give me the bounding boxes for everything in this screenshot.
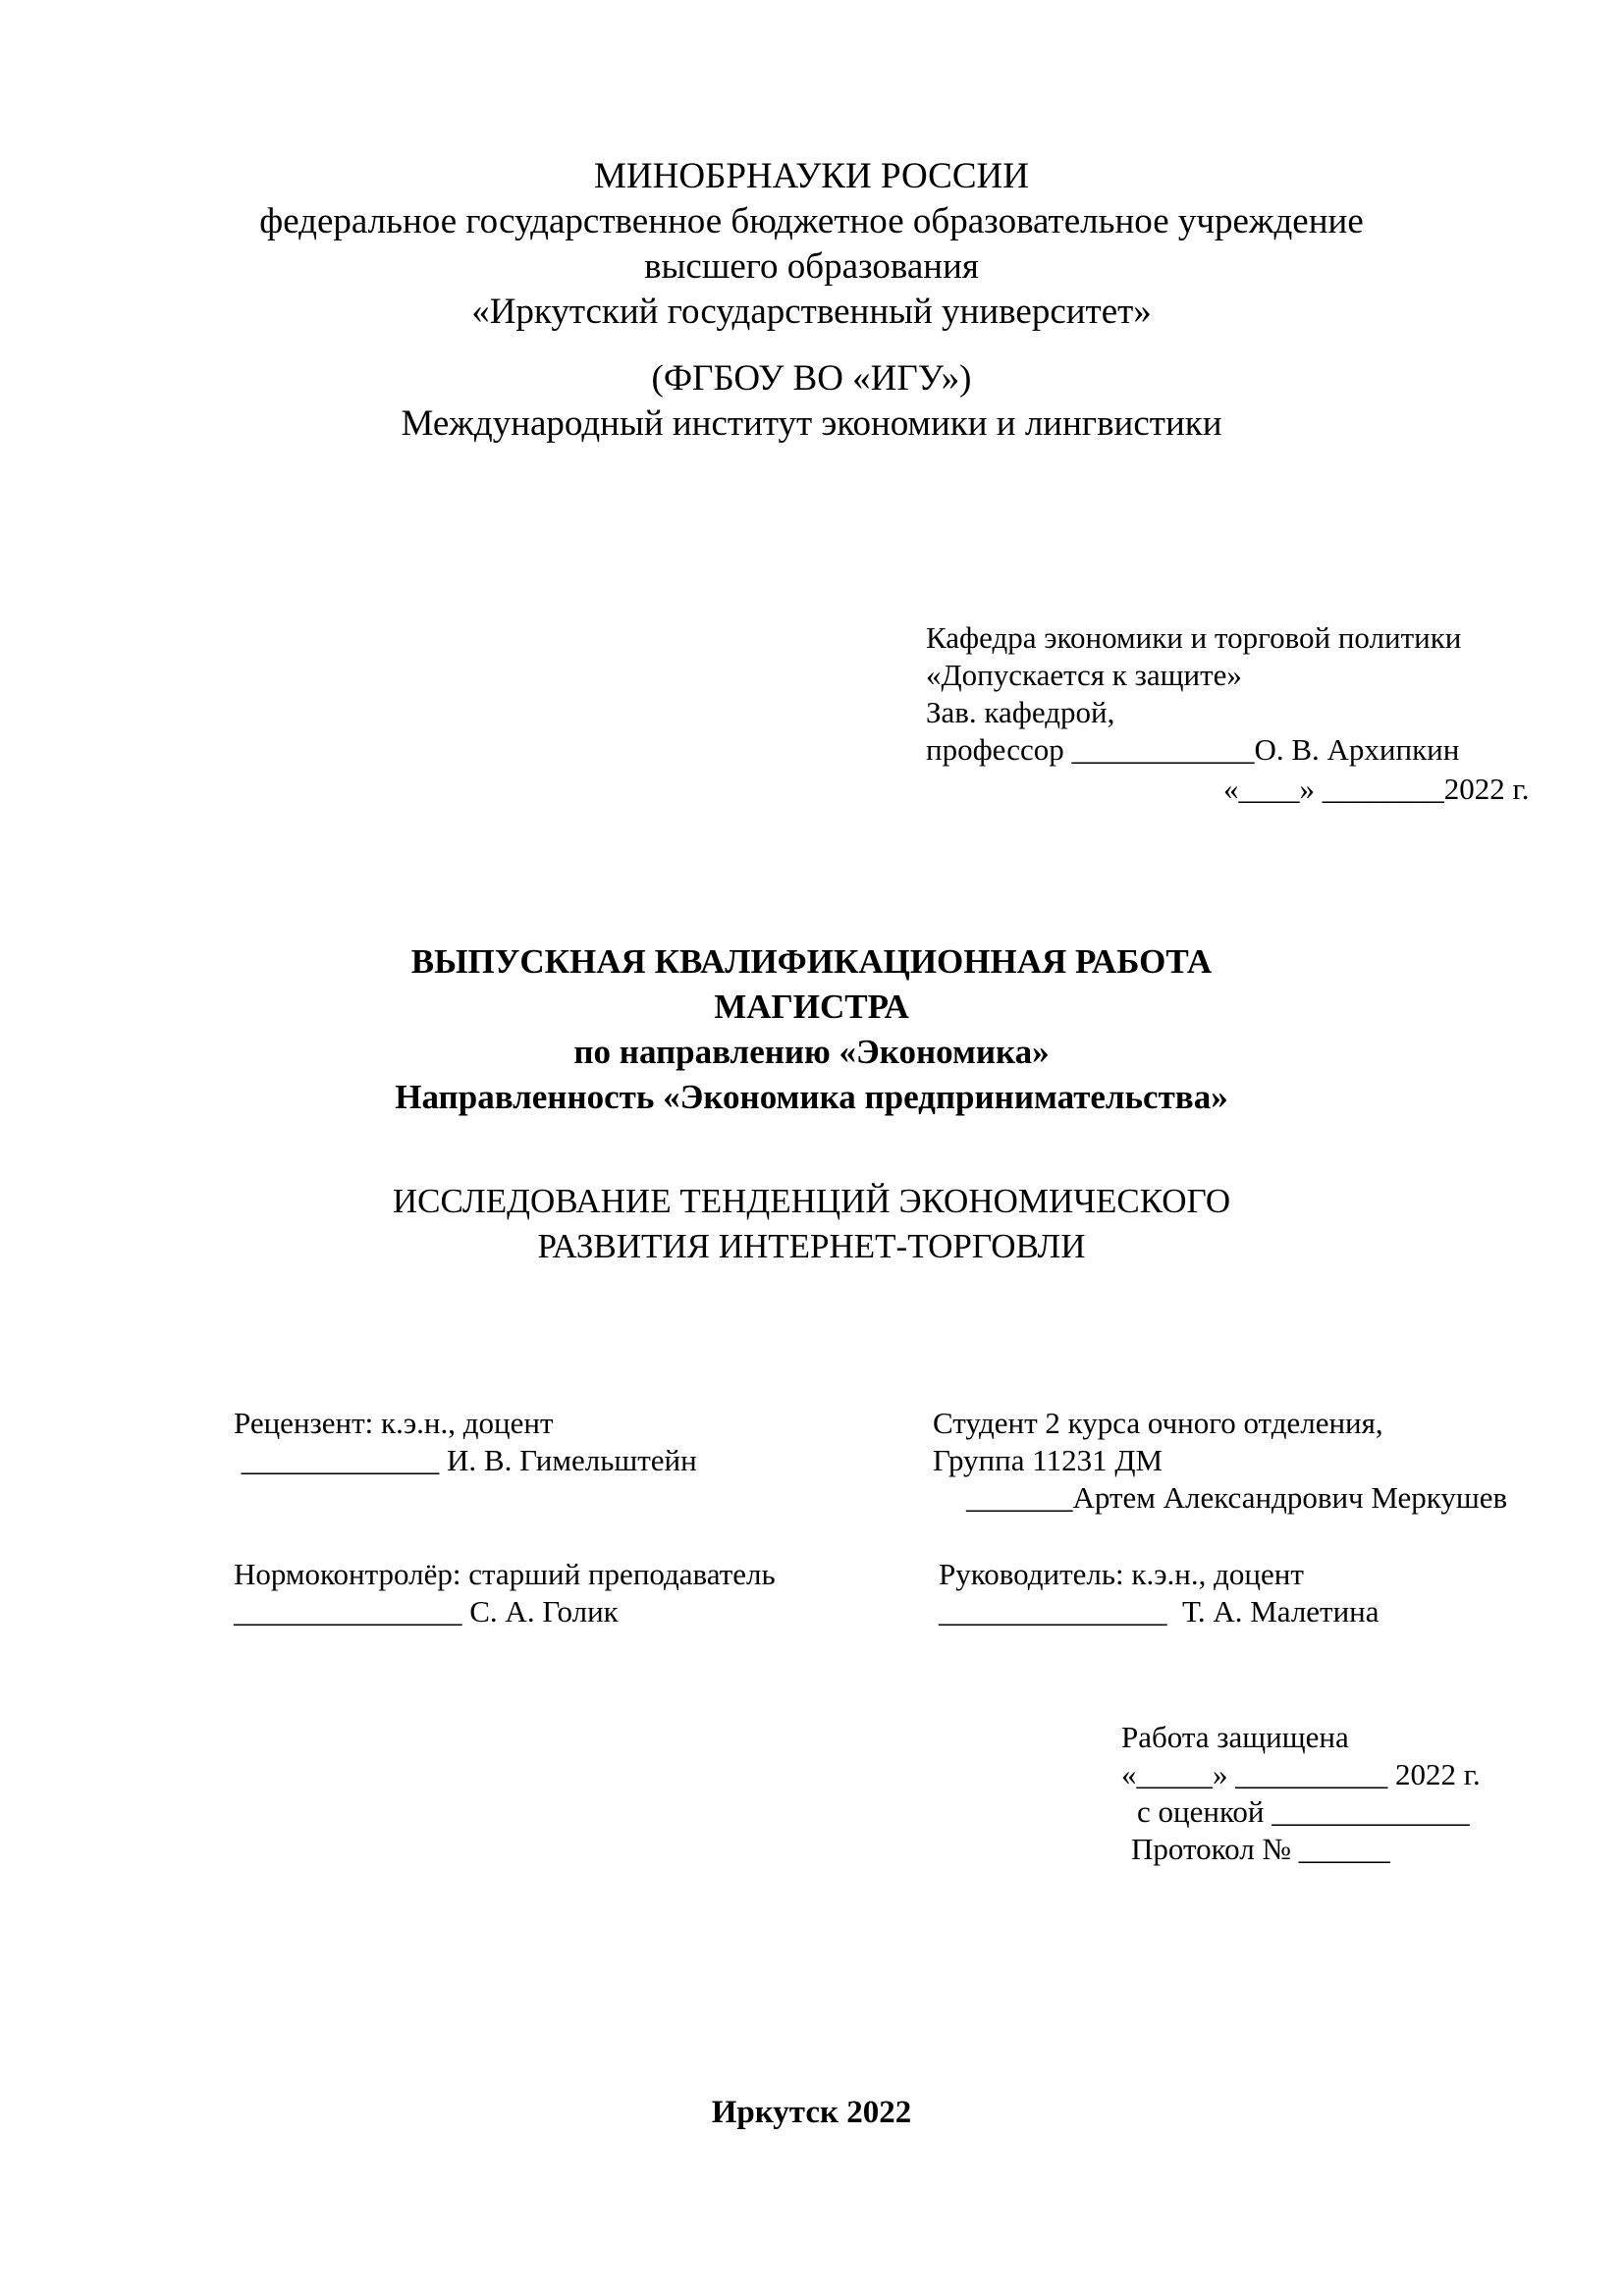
university-name: «Иркутский государственный университет»	[471, 292, 1152, 332]
student-group: Группа 11231 ДМ	[933, 1443, 1163, 1477]
student-label: Студент 2 курса очного отделения,	[933, 1406, 1383, 1440]
defense-status: Работа защищена	[1121, 1720, 1349, 1754]
institution-type: федеральное государственное бюджетное образовательное учреждение	[259, 201, 1364, 241]
topic-line-2: РАЗВИТИЯ ИНТЕРНЕТ-ТОРГОВЛИ	[537, 1227, 1086, 1265]
topic-line-1: ИССЛЕДОВАНИЕ ТЕНДЕНЦИЙ ЭКОНОМИЧЕСКОГО	[392, 1182, 1231, 1220]
defense-grade: с оценкой _____________	[1137, 1794, 1470, 1829]
department-name: Кафедра экономики и торговой политики	[926, 620, 1462, 655]
work-specialization: Направленность «Экономика предпринимательства»	[395, 1078, 1228, 1116]
student-signature: _______Артем Александрович Меркушев	[966, 1480, 1508, 1515]
normcontrol-label: Нормоконтролёр: старший преподаватель	[234, 1557, 776, 1591]
work-title: ВЫПУСКНАЯ КВАЛИФИКАЦИОННАЯ РАБОТА	[410, 942, 1213, 981]
defense-protocol: Протокол № ______	[1131, 1832, 1390, 1866]
institute-name: Международный институт экономики и лингвистики	[401, 403, 1222, 444]
normcontrol-signature: _______________ С. А. Голик	[234, 1594, 619, 1629]
approval-date: «____» ________2022 г.	[1223, 772, 1530, 806]
professor-signature: профессор ____________О. В. Архипкин	[926, 732, 1460, 767]
education-level: высшего образования	[644, 246, 979, 287]
defense-date: «_____» __________ 2022 г.	[1121, 1757, 1481, 1791]
reviewer-label: Рецензент: к.э.н., доцент	[234, 1406, 554, 1440]
university-abbreviation: (ФГБОУ ВО «ИГУ»)	[651, 358, 972, 399]
head-of-department: Зав. кафедрой,	[926, 695, 1115, 729]
reviewer-signature: _____________ И. В. Гимельштейн	[234, 1443, 697, 1477]
work-degree: МАГИСТРА	[714, 988, 909, 1026]
ministry-heading: МИНОБРНАУКИ РОССИИ	[594, 156, 1029, 196]
supervisor-signature: _______________ Т. А. Малетина	[939, 1594, 1380, 1629]
supervisor-label: Руководитель: к.э.н., доцент	[939, 1557, 1304, 1591]
work-direction: по направлению «Экономика»	[573, 1033, 1050, 1071]
city-year: Иркутск 2022	[711, 2095, 912, 2130]
admission-note: «Допускается к защите»	[926, 658, 1242, 692]
